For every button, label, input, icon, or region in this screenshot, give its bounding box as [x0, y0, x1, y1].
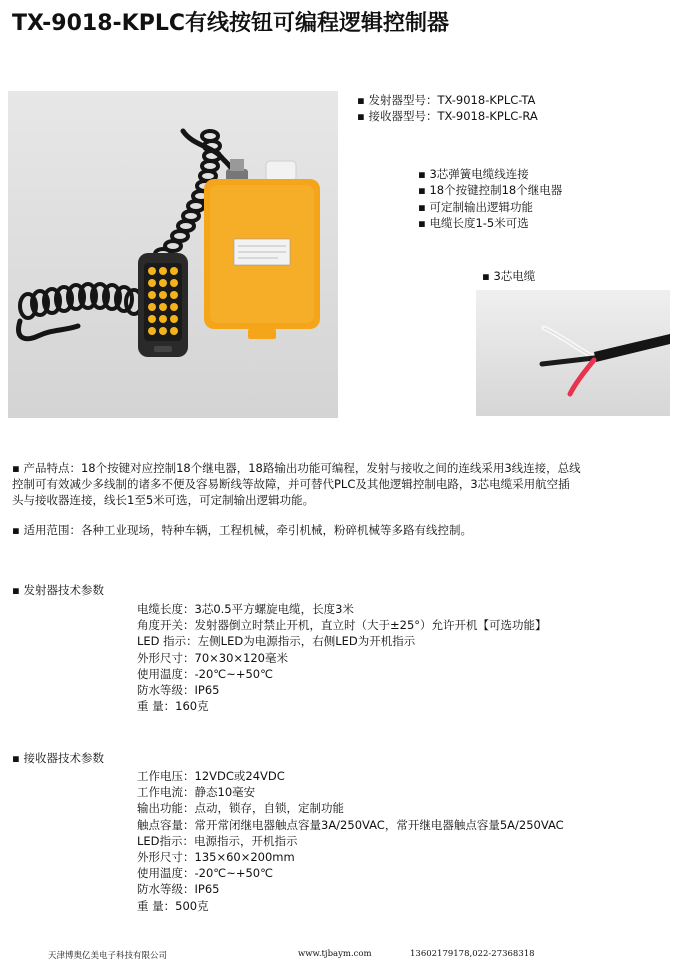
transmitter-specs: [137, 601, 547, 714]
spec-row: 角度开关：发射器倒立时禁止开机，直立时（大于±25°）允许开机【可选功能】: [137, 618, 547, 633]
cable-photo: [476, 290, 670, 416]
spec-row: 工作电流：静态10毫安: [137, 785, 256, 800]
spec-row: LED指示：电源指示，开机指示: [137, 833, 298, 848]
cable-jacket: [594, 334, 670, 362]
footer-company: 天津博奥亿美电子科技有限公司: [48, 951, 168, 961]
spec-row: 重 量：160克: [137, 699, 209, 714]
cable-illustration: [476, 290, 670, 416]
spec-row: 重 量：500克: [137, 898, 209, 913]
paragraph-line: 头与接收器连接，线长1至5米可选，可定制输出逻辑功能。: [12, 493, 315, 507]
product-features: [12, 460, 581, 508]
spec-row: 输出功能：点动，锁存，自锁，定制功能: [137, 801, 344, 816]
spec-row: 电缆长度：3芯0.5平方螺旋电缆，长度3米: [137, 602, 354, 616]
receiver-model: ▪ 接收器型号：TX-9018-KPLC-RA: [357, 109, 538, 123]
transmitter-model: ▪ 发射器型号：TX-9018-KPLC-TA: [357, 93, 536, 107]
spec-row: 外形尺寸：135×60×200mm: [137, 850, 295, 865]
feature-item: ▪ 3芯弹簧电缆线连接: [418, 167, 529, 181]
receiver-specs: [137, 768, 564, 914]
spec-row: 防水等级：IP65: [137, 882, 220, 897]
footer-website[interactable]: www.tjbaym.com: [298, 949, 372, 959]
receiver-specs-heading: ▪ 接收器技术参数: [12, 751, 104, 765]
spec-row: 使用温度：-20℃~+50℃: [137, 666, 274, 681]
controller-illustration: [8, 91, 338, 418]
red-wire: [570, 360, 594, 394]
cable-caption: ▪ 3芯电缆: [482, 269, 536, 283]
spec-row: 外形尺寸：70×30×120毫米: [137, 650, 288, 665]
transmitter-specs-heading: ▪ 发射器技术参数: [12, 583, 104, 597]
product-photo: [8, 91, 338, 418]
footer-phone: 13602179178,022-27368318: [410, 949, 535, 959]
spec-row: 工作电压：12VDC或24VDC: [137, 769, 285, 783]
spec-row: LED 指示：左侧LED为电源指示，右侧LED为开机指示: [137, 634, 416, 649]
spec-row: 使用温度：-20℃~+50℃: [137, 866, 274, 881]
feature-item: ▪ 电缆长度1-5米可选: [418, 216, 529, 230]
page-title: TX-9018-KPLC有线按钮可编程逻辑控制器: [12, 11, 450, 36]
feature-item: ▪ 18个按键控制18个继电器: [418, 183, 563, 197]
application-scope: ▪ 适用范围：各种工业现场，特种车辆，工程机械，牵引机械，粉碎机械等多路有线控制。: [12, 523, 472, 537]
paragraph-line: 控制可有效减少多线制的诸多不便及容易断线等故障，并可替代PLC及其他逻辑控制电路，3芯电缆采用航空插: [12, 477, 570, 491]
spec-row: 触点容量：常开常闭继电器触点容量3A/250VAC，常开继电器触点容量5A/250VAC: [137, 817, 564, 832]
black-wire: [542, 358, 594, 364]
cable-coils: [20, 131, 220, 318]
paragraph-line: ▪ 产品特点：18个按键对应控制18个继电器，18路输出功能可编程，发射与接收之间的连线采用3线连接，总线: [12, 461, 581, 475]
spec-row: 防水等级：IP65: [137, 683, 220, 698]
feature-item: ▪ 可定制输出逻辑功能: [418, 200, 533, 214]
